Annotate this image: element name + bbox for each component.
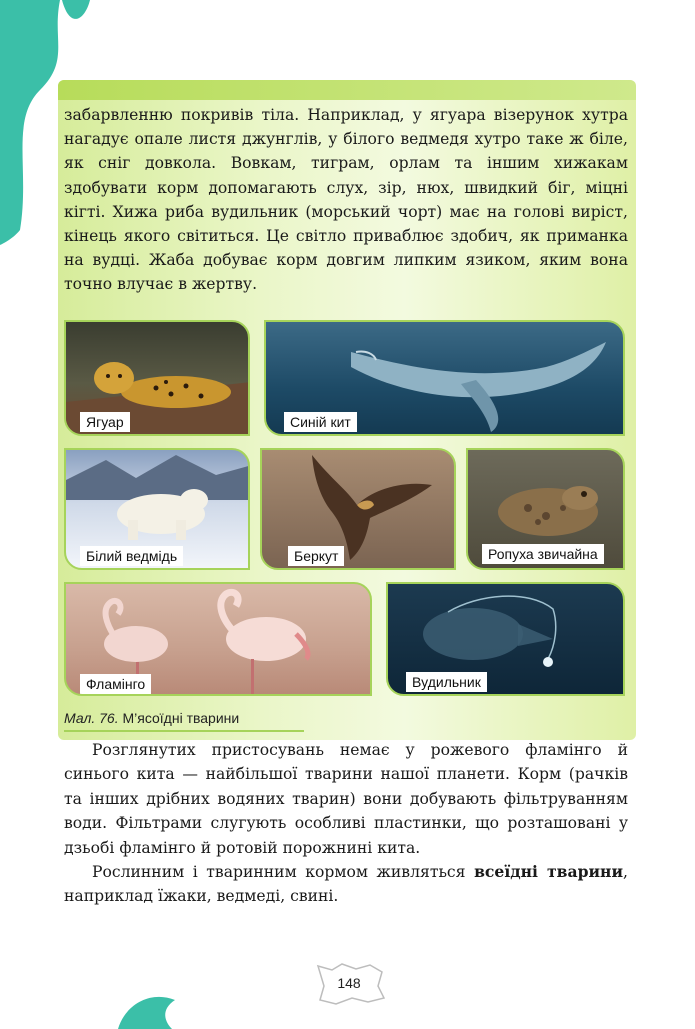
paragraph-2: Розглянутих пристосувань немає у рожевого фламінго й синього кита — найбільшої тварини нашої планети. Корм (рачків та інших дрібних водяних тварин) вони добувають фільтруванням води. Фільтрами слугують особливі пластинки, що розташовані у дзьобі фламінго й ротовій порожнині кита. xyxy=(64,741,628,857)
term-omnivores: всеїдні тварини xyxy=(474,862,624,882)
caption-underline xyxy=(64,730,304,732)
figure-title: М’ясоїдні тварини xyxy=(118,710,240,726)
photo-label-anglerfish: Вудильник xyxy=(406,672,487,692)
photo-label-golden-eagle: Беркут xyxy=(288,546,344,566)
photo-golden-eagle xyxy=(260,448,456,570)
photo-label-common-toad: Ропуха звичайна xyxy=(482,544,604,564)
paragraph-3-end: , наприклад їжаки, ведмеді, свині. xyxy=(64,863,629,906)
photo-label-polar-bear: Білий ведмідь xyxy=(80,546,183,566)
body-text xyxy=(64,738,628,909)
paragraph-3 xyxy=(64,860,628,909)
panel-header-strip xyxy=(58,80,636,100)
figure-caption xyxy=(64,710,239,726)
page-number: 148 xyxy=(337,975,361,991)
photo-polar-bear xyxy=(64,448,250,570)
photo-label-jaguar: Ягуар xyxy=(80,412,130,432)
photo-blue-whale xyxy=(264,320,625,436)
photo-label-flamingo: Фламінго xyxy=(80,674,151,694)
figure-number: Мал. 76. xyxy=(64,710,119,726)
photo-common-toad xyxy=(466,448,625,570)
photo-anglerfish xyxy=(386,582,625,696)
photo-label-blue-whale: Синій кит xyxy=(284,412,357,432)
paragraph-3-start: Рослинним і тваринним кормом живляться xyxy=(92,863,475,882)
photo-flamingo xyxy=(64,582,372,696)
photo-jaguar xyxy=(64,320,250,436)
paragraph-1-text: забарвленню покривів тіла. Наприклад, у ягуара візерунок хутра нагадує опале листя джунглів, у білого ведмедя хутро таке ж біле, як сніг довкола. Вовкам, тиграм, орлам та іншим хижакам здобувати корм допомагають слух, зір, нюх, швидкий біг, міцні кігті. Хижа риба вудильник (морський чорт) має на голові виріст, кінець якого світиться. Це світло приваблює здобич, як приманка на вудці. Жаба добуває корм довгим липким язиком, яким вона точно влучає в жертву. xyxy=(64,106,628,294)
paragraph-1 xyxy=(64,103,628,297)
